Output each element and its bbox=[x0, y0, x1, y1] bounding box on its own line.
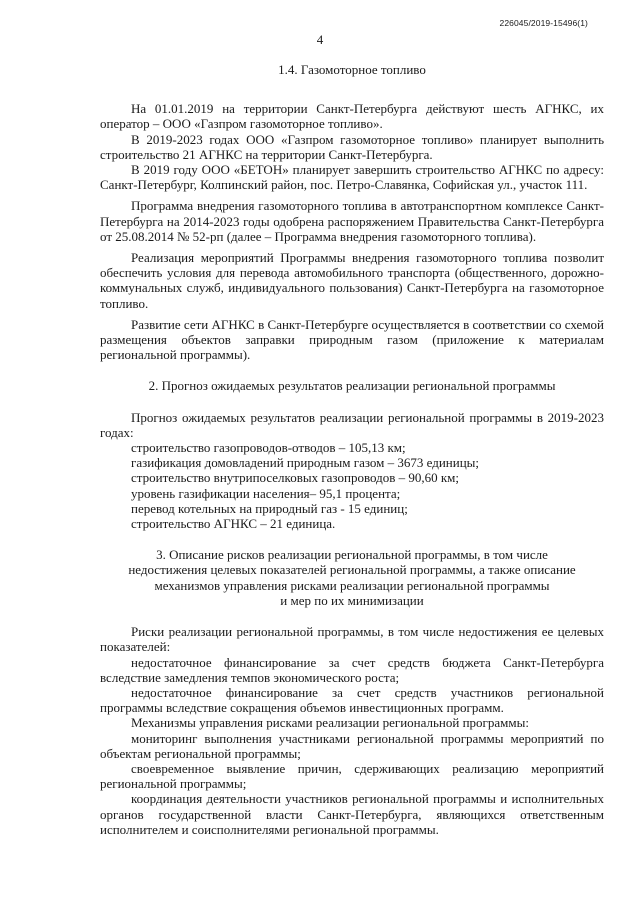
risk-item: недостаточное финансирование за счет средств бюджета Санкт-Петербурга вследствие замедления темпов экономического роста; bbox=[100, 654, 604, 685]
section-3-title bbox=[100, 547, 604, 608]
forecast-item: перевод котельных на природный газ - 15 единиц; bbox=[131, 500, 408, 516]
risks-intro: Риски реализации региональной программы, в том числе недостижения ее целевых показателей: bbox=[100, 624, 604, 655]
paragraph-agnks-plan: В 2019-2023 годах ООО «Газпром газомоторное топливо» планирует выполнить строительство 21 АГНКС на территории Санкт-Петербурга. bbox=[100, 131, 604, 162]
mechanisms-intro: Механизмы управления рисками реализации региональной программы: bbox=[131, 715, 529, 731]
section-1-4-title: 1.4. Газомоторное топливо bbox=[278, 62, 426, 77]
forecast-item: уровень газификации населения– 95,1 процента; bbox=[131, 485, 401, 501]
page-number: 4 bbox=[316, 32, 324, 47]
paragraph-program-implementation: Реализация мероприятий Программы внедрения газомоторного топлива позволит обеспечить условия для перевода автомобильного транспорта (общественного, дорожно-коммунальных служб, индивидуального пользования) Санкт-Петербурга на газомоторное топливо. bbox=[100, 250, 604, 311]
section-3-title-line: 3. Описание рисков реализации региональной программы, в том числе bbox=[156, 547, 548, 563]
section-3-title-line: недостижения целевых показателей региональной программы, а также описание bbox=[128, 562, 576, 578]
forecast-item: газификация домовладений природным газом – 3673 единицы; bbox=[131, 455, 480, 471]
mechanism-item: своевременное выявление причин, сдерживающих реализацию мероприятий региональной программы; bbox=[100, 760, 604, 792]
paragraph-agnks-current: На 01.01.2019 на территории Санкт-Петербурга действуют шесть АГНКС, их оператор – ООО «Газпром газомоторное топливо». bbox=[100, 101, 604, 132]
section-3-title-line: механизмов управления рисками реализации региональной программы bbox=[154, 577, 550, 593]
section-3-title-line: и мер по их минимизации bbox=[280, 592, 424, 608]
paragraph-gas-program: Программа внедрения газомоторного топлива в автотранспортном комплексе Санкт-Петербурга на 2014-2023 годы одобрена распоряжением Правительства Санкт-Петербурга от 25.08.2014 № 52-рп (далее – Программа внедрения газомоторного топлива). bbox=[100, 198, 604, 244]
paragraph-beton-plan: В 2019 году ООО «БЕТОН» планирует завершить строительство АГНКС по адресу: Санкт-Петербург, Колпинский район, пос. Петро-Славянка, Софийская ул., участок 111. bbox=[100, 162, 604, 193]
forecast-item: строительство внутрипоселковых газопроводов – 90,60 км; bbox=[131, 470, 460, 486]
forecast-item: строительство АГНКС – 21 единица. bbox=[131, 516, 336, 532]
section-2-intro: Прогноз ожидаемых результатов реализации региональной программы в 2019-2023 годах: bbox=[100, 409, 604, 440]
section-2-title: 2. Прогноз ожидаемых результатов реализации региональной программы bbox=[148, 378, 556, 394]
mechanism-item: мониторинг выполнения участниками региональной программы мероприятий по объектам региональной программы; bbox=[100, 730, 604, 761]
document-registration-number: 226045/2019-15496(1) bbox=[499, 18, 588, 28]
risk-item: недостаточное финансирование за счет средств участников региональной программы вследствие сокращения объемов инвестиционных программ. bbox=[100, 684, 604, 716]
mechanism-item: координация деятельности участников региональной программы и исполнительных органов государственной власти Санкт-Петербурга, являющихся ответственным исполнителем и соисполнителями региональной программы. bbox=[100, 791, 604, 837]
forecast-item: строительство газопроводов-отводов – 105,13 км; bbox=[131, 440, 406, 456]
paragraph-network-development: Развитие сети АГНКС в Санкт-Петербурге осуществляется в соответствии со схемой размещения объектов заправки природным газом (приложение к материалам региональной программы). bbox=[100, 316, 604, 363]
document-body bbox=[100, 62, 604, 837]
